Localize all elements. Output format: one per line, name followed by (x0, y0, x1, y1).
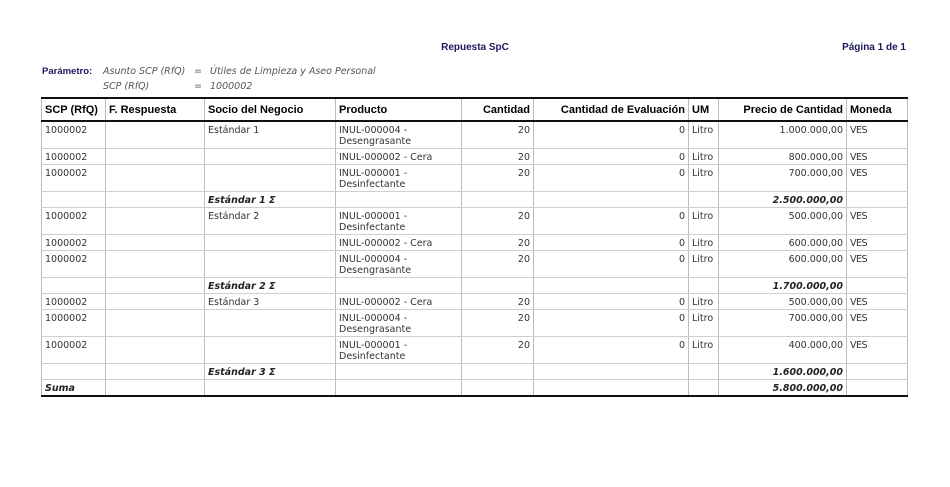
cell-scp: 1000002 (42, 294, 106, 310)
subtotal-value: 2.500.000,00 (719, 192, 847, 208)
cell-producto-line: Desengrasante (339, 324, 412, 335)
cell-scp: 1000002 (42, 121, 106, 149)
cell-scp: 1000002 (42, 235, 106, 251)
table-row (42, 294, 908, 310)
cell-scp: 1000002 (42, 149, 106, 165)
cell-producto (336, 235, 462, 251)
column-header-fecha: F. Respuesta (106, 98, 205, 121)
cell-empty (205, 380, 336, 397)
cell-producto-line: INUL-000004 - (339, 125, 408, 136)
cell-cantidad: 20 (462, 337, 534, 364)
cell-cantidad: 20 (462, 310, 534, 337)
total-value: 5.800.000,00 (719, 380, 847, 397)
cell-empty (336, 364, 462, 380)
total-row (42, 380, 908, 397)
cell-empty (689, 380, 719, 397)
cell-evaluacion: 0 (534, 337, 689, 364)
cell-moneda: VES (847, 165, 908, 192)
cell-cantidad: 20 (462, 208, 534, 235)
cell-empty (534, 380, 689, 397)
cell-scp: 1000002 (42, 208, 106, 235)
cell-socio (205, 165, 336, 192)
cell-socio: Estándar 2 (205, 208, 336, 235)
cell-producto (336, 251, 462, 278)
cell-cantidad: 20 (462, 165, 534, 192)
cell-empty (336, 278, 462, 294)
column-header-um: UM (689, 98, 719, 121)
cell-empty (42, 192, 106, 208)
cell-producto-line: INUL-000002 - Cera (339, 238, 433, 249)
cell-producto-line: INUL-000004 - (339, 313, 408, 324)
parameter-equals: = (194, 66, 202, 77)
cell-empty (689, 278, 719, 294)
table-header-row (42, 98, 908, 121)
cell-socio (205, 337, 336, 364)
column-header-cantidad: Cantidad (462, 98, 534, 121)
cell-empty (847, 380, 908, 397)
cell-fecha (106, 235, 205, 251)
cell-empty (42, 364, 106, 380)
cell-um: Litro (689, 294, 719, 310)
cell-producto-line: INUL-000004 - (339, 254, 408, 265)
cell-producto (336, 149, 462, 165)
cell-cantidad: 20 (462, 294, 534, 310)
cell-moneda: VES (847, 310, 908, 337)
cell-socio (205, 149, 336, 165)
cell-fecha (106, 165, 205, 192)
cell-empty (847, 192, 908, 208)
cell-socio (205, 251, 336, 278)
cell-producto (336, 208, 462, 235)
column-header-precio: Precio de Cantidad (719, 98, 847, 121)
cell-producto-line: Desengrasante (339, 265, 412, 276)
cell-producto (336, 121, 462, 149)
cell-precio: 800.000,00 (719, 149, 847, 165)
column-header-evaluacion: Cantidad de Evaluación (534, 98, 689, 121)
table-row (42, 165, 908, 192)
cell-producto-line: INUL-000001 - (339, 211, 408, 222)
cell-evaluacion: 0 (534, 310, 689, 337)
cell-producto-line: Desinfectante (339, 179, 406, 190)
subtotal-label: Estándar 1 Σ (205, 192, 336, 208)
cell-fecha (106, 251, 205, 278)
cell-socio: Estándar 1 (205, 121, 336, 149)
cell-evaluacion: 0 (534, 208, 689, 235)
cell-producto-line: INUL-000001 - (339, 340, 408, 351)
cell-empty (106, 278, 205, 294)
subtotal-row (42, 364, 908, 380)
subtotal-value: 1.700.000,00 (719, 278, 847, 294)
cell-scp: 1000002 (42, 251, 106, 278)
cell-empty (106, 380, 205, 397)
cell-evaluacion: 0 (534, 121, 689, 149)
cell-um: Litro (689, 310, 719, 337)
cell-um: Litro (689, 208, 719, 235)
parameter-value: 1000002 (210, 81, 253, 92)
table-row (42, 337, 908, 364)
cell-producto (336, 165, 462, 192)
cell-fecha (106, 121, 205, 149)
cell-scp: 1000002 (42, 337, 106, 364)
cell-empty (689, 364, 719, 380)
cell-empty (106, 364, 205, 380)
cell-producto (336, 310, 462, 337)
cell-precio: 700.000,00 (719, 310, 847, 337)
cell-producto-line: Desengrasante (339, 136, 412, 147)
cell-moneda: VES (847, 337, 908, 364)
cell-precio: 1.000.000,00 (719, 121, 847, 149)
cell-scp: 1000002 (42, 310, 106, 337)
cell-scp: 1000002 (42, 165, 106, 192)
subtotal-label: Estándar 3 Σ (205, 364, 336, 380)
cell-um: Litro (689, 337, 719, 364)
cell-fecha (106, 310, 205, 337)
cell-empty (42, 278, 106, 294)
cell-um: Litro (689, 149, 719, 165)
cell-producto (336, 337, 462, 364)
cell-cantidad: 20 (462, 121, 534, 149)
cell-moneda: VES (847, 149, 908, 165)
cell-socio (205, 235, 336, 251)
cell-cantidad: 20 (462, 235, 534, 251)
cell-empty (534, 278, 689, 294)
subtotal-row (42, 278, 908, 294)
parameters-label: Parámetro: (42, 66, 93, 77)
cell-empty (847, 364, 908, 380)
parameter-equals: = (194, 81, 202, 92)
cell-fecha (106, 337, 205, 364)
cell-precio: 500.000,00 (719, 294, 847, 310)
column-header-producto: Producto (336, 98, 462, 121)
cell-moneda: VES (847, 251, 908, 278)
column-header-socio: Socio del Negocio (205, 98, 336, 121)
cell-empty (534, 364, 689, 380)
subtotal-label: Estándar 2 Σ (205, 278, 336, 294)
cell-um: Litro (689, 251, 719, 278)
cell-um: Litro (689, 235, 719, 251)
report-title: Repuesta SpC (441, 42, 509, 53)
table-row (42, 310, 908, 337)
table-row (42, 149, 908, 165)
cell-evaluacion: 0 (534, 149, 689, 165)
table-body (42, 121, 908, 396)
cell-cantidad: 20 (462, 251, 534, 278)
cell-precio: 600.000,00 (719, 251, 847, 278)
cell-empty (462, 364, 534, 380)
table-row (42, 235, 908, 251)
cell-evaluacion: 0 (534, 294, 689, 310)
cell-moneda: VES (847, 208, 908, 235)
cell-empty (847, 278, 908, 294)
cell-socio: Estándar 3 (205, 294, 336, 310)
cell-evaluacion: 0 (534, 235, 689, 251)
cell-producto-line: Desinfectante (339, 222, 406, 233)
column-header-moneda: Moneda (847, 98, 908, 121)
cell-empty (336, 192, 462, 208)
cell-evaluacion: 0 (534, 165, 689, 192)
column-header-scp: SCP (RfQ) (42, 98, 106, 121)
cell-producto-line: INUL-000001 - (339, 168, 408, 179)
report-table (41, 97, 908, 397)
cell-precio: 500.000,00 (719, 208, 847, 235)
cell-fecha (106, 149, 205, 165)
cell-fecha (106, 208, 205, 235)
cell-um: Litro (689, 165, 719, 192)
parameter-name: Asunto SCP (RfQ) (103, 66, 186, 77)
cell-precio: 700.000,00 (719, 165, 847, 192)
table-row (42, 121, 908, 149)
subtotal-row (42, 192, 908, 208)
cell-producto (336, 294, 462, 310)
cell-empty (462, 192, 534, 208)
total-label: Suma (42, 380, 106, 397)
cell-empty (462, 380, 534, 397)
cell-evaluacion: 0 (534, 251, 689, 278)
parameter-name: SCP (RfQ) (103, 81, 150, 92)
cell-empty (534, 192, 689, 208)
cell-producto-line: INUL-000002 - Cera (339, 297, 433, 308)
cell-fecha (106, 294, 205, 310)
cell-producto-line: Desinfectante (339, 351, 406, 362)
cell-empty (336, 380, 462, 397)
cell-moneda: VES (847, 294, 908, 310)
table-row (42, 208, 908, 235)
subtotal-value: 1.600.000,00 (719, 364, 847, 380)
cell-moneda: VES (847, 235, 908, 251)
parameter-value: Útiles de Limpieza y Aseo Personal (210, 66, 376, 77)
page-number: Página 1 de 1 (842, 42, 906, 53)
cell-empty (106, 192, 205, 208)
cell-moneda: VES (847, 121, 908, 149)
table-row (42, 251, 908, 278)
cell-cantidad: 20 (462, 149, 534, 165)
cell-socio (205, 310, 336, 337)
cell-precio: 400.000,00 (719, 337, 847, 364)
cell-um: Litro (689, 121, 719, 149)
cell-producto-line: INUL-000002 - Cera (339, 152, 433, 163)
cell-empty (689, 192, 719, 208)
cell-precio: 600.000,00 (719, 235, 847, 251)
cell-empty (462, 278, 534, 294)
